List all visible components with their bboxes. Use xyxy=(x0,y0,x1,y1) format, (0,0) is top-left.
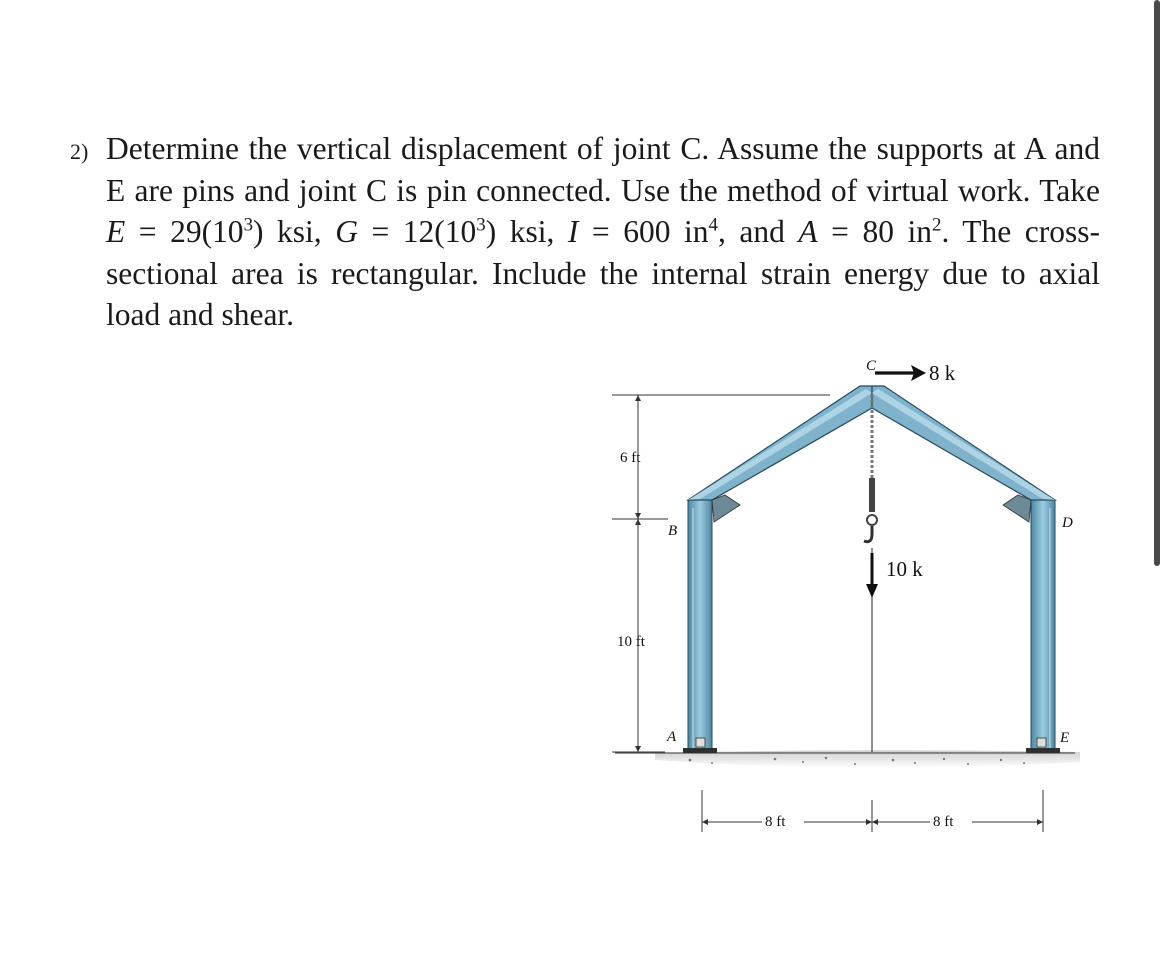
vertical-load-arrow xyxy=(866,553,878,598)
left-column xyxy=(683,500,717,753)
superscript: 3 xyxy=(476,214,486,236)
math-variable: E xyxy=(106,214,126,249)
right-span-dim-label: 8 ft xyxy=(933,814,954,830)
vertical-load-label: 10 k xyxy=(886,557,923,581)
text-run: , and xyxy=(717,214,799,249)
text-run: = 29(10 xyxy=(125,214,244,249)
text-run: = 80 in xyxy=(817,214,932,249)
text-run: = 12(10 xyxy=(357,214,477,249)
right-rafter xyxy=(872,386,1055,522)
math-variable: A xyxy=(798,214,818,249)
horizontal-load-arrow xyxy=(875,365,926,381)
roof-rise-dim-label: 6 ft xyxy=(620,450,641,466)
joint-b-label: B xyxy=(668,523,678,539)
text-run: ) ksi, xyxy=(253,214,336,249)
text-run: = 600 in xyxy=(578,214,709,249)
text-run: ) ksi, xyxy=(485,214,568,249)
left-span-dim-label: 8 ft xyxy=(765,814,786,830)
problem-number: 2) xyxy=(70,139,89,164)
superscript: 2 xyxy=(932,214,942,236)
text-run: . The cross-sectional area is rectangular. Include the internal strain energy due to axial load and shear. xyxy=(106,214,1101,332)
superscript: 3 xyxy=(243,214,254,236)
column-height-dim-label: 10 ft xyxy=(617,634,645,650)
horizontal-load-label: 8 k xyxy=(929,361,956,385)
joint-e-label: E xyxy=(1060,730,1070,746)
joint-c-label: C xyxy=(866,358,877,374)
text-run: Determine the vertical displacement of joint C. Assume the supports at A and E are pins and joint C is pin connected. Use the method of virtual work. Take xyxy=(106,131,1100,208)
joint-d-label: D xyxy=(1062,515,1073,531)
left-rafter xyxy=(688,386,872,522)
math-variable: G xyxy=(335,214,358,249)
right-column xyxy=(1026,500,1060,753)
superscript: 4 xyxy=(708,214,718,236)
scrollbar[interactable] xyxy=(1154,0,1160,566)
math-variable: I xyxy=(567,214,579,249)
joint-a-label: A xyxy=(667,729,677,745)
